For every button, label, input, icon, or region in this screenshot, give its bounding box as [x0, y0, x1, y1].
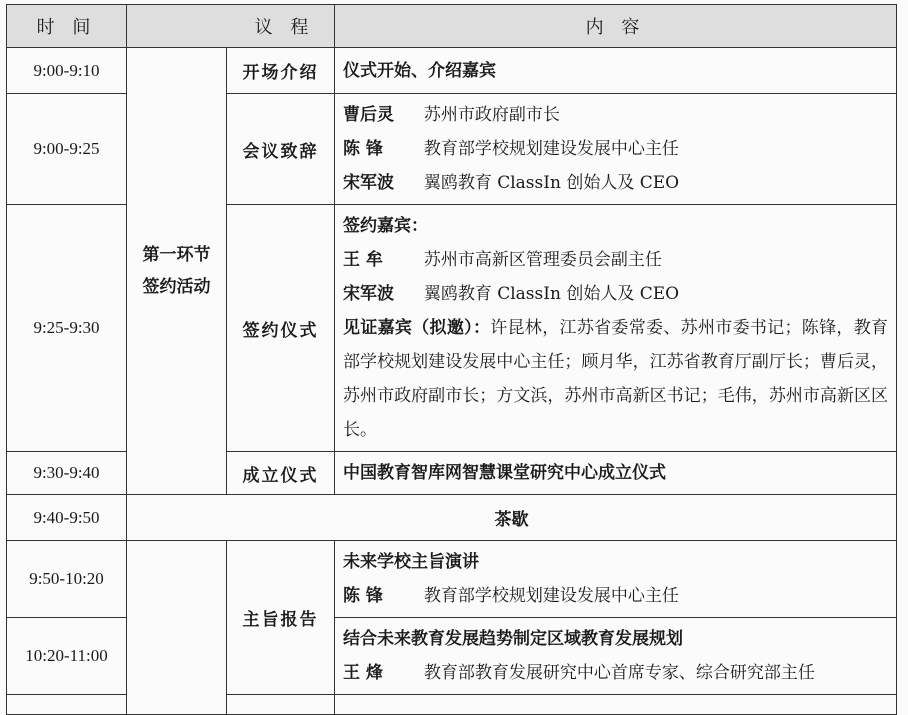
header-content: 内 容 — [335, 5, 897, 48]
stage-line-2: 签约活动 — [142, 277, 211, 297]
content-cell — [335, 94, 897, 205]
schedule-table — [6, 4, 897, 715]
time-cell: 9:30-9:40 — [7, 452, 127, 495]
time-cell: 9:40-9:50 — [7, 495, 127, 541]
speaker-role: 教育部教育发展研究中心首席专家、综合研究部主任 — [423, 663, 815, 683]
stage-cell-empty — [127, 541, 227, 715]
speaker-name: 曹后灵 — [343, 105, 395, 125]
content-cell — [335, 205, 897, 452]
time-cell: 9:00-9:10 — [7, 48, 127, 94]
signer-name: 王 牟 — [343, 250, 383, 270]
speaker-line — [343, 166, 888, 200]
header-time: 时 间 — [7, 5, 127, 48]
witness-text: 许昆林，江苏省委常委、苏州市委书记；陈锋，教育部学校规划建设发展中心主任；顾月华，江苏省教育厅副厅长；曹后灵，苏州市政府副市长；方文浜，苏州市高新区书记；毛伟，苏州市高新区区长。 — [343, 318, 889, 440]
agenda-cell-empty — [227, 695, 335, 715]
speaker-role: 教育部学校规划建设发展中心主任 — [423, 139, 679, 159]
speaker-name: 陈 锋 — [343, 586, 383, 606]
witness-label: 见证嘉宾（拟邀）： — [343, 318, 491, 338]
talk-title: 未来学校主旨演讲 — [343, 552, 480, 572]
header-agenda-label: 议 程 — [254, 17, 315, 38]
time-cell-empty — [7, 695, 127, 715]
agenda-cell: 成立仪式 — [227, 452, 335, 495]
time-cell: 9:50-10:20 — [7, 541, 127, 618]
content-cell — [335, 541, 897, 618]
table-row — [7, 48, 897, 94]
table-row — [7, 495, 897, 541]
header-agenda — [127, 5, 335, 48]
speaker-line — [343, 579, 888, 613]
agenda-cell: 开场介绍 — [227, 48, 335, 94]
speaker-name: 王 烽 — [343, 663, 383, 683]
stage-cell — [127, 48, 227, 495]
speaker-role: 苏州市政府副市长 — [423, 105, 560, 125]
speaker-role: 教育部学校规划建设发展中心主任 — [423, 586, 679, 606]
agenda-cell: 签约仪式 — [227, 205, 335, 452]
table-row — [7, 541, 897, 618]
talk-title: 结合未来教育发展趋势制定区域教育发展规划 — [343, 629, 684, 649]
content-cell-empty — [335, 695, 897, 715]
signer-line — [343, 243, 888, 277]
speaker-line — [343, 98, 888, 132]
content-cell — [335, 618, 897, 695]
content-cell: 仪式开始、介绍嘉宾 — [335, 48, 897, 94]
speaker-role: 翼鸥教育 ClassIn 创始人及 CEO — [423, 173, 680, 193]
signer-role: 翼鸥教育 ClassIn 创始人及 CEO — [423, 284, 680, 304]
signing-title: 签约嘉宾： — [343, 216, 429, 236]
content-cell: 中国教育智库网智慧课堂研究中心成立仪式 — [335, 452, 897, 495]
time-cell: 10:20-11:00 — [7, 618, 127, 695]
table-header-row — [7, 5, 897, 48]
agenda-cell: 会议致辞 — [227, 94, 335, 205]
time-cell: 9:25-9:30 — [7, 205, 127, 452]
speaker-name: 宋军波 — [343, 173, 395, 193]
speaker-name: 陈 锋 — [343, 139, 383, 159]
signer-line — [343, 277, 888, 311]
break-cell: 茶歇 — [127, 495, 897, 541]
signer-role: 苏州市高新区管理委员会副主任 — [423, 250, 662, 270]
time-cell: 9:00-9:25 — [7, 94, 127, 205]
agenda-cell: 主旨报告 — [227, 541, 335, 695]
signer-name: 宋军波 — [343, 284, 395, 304]
witness-paragraph — [343, 311, 888, 447]
stage-line-1: 第一环节 — [142, 245, 211, 265]
speaker-line — [343, 656, 888, 690]
speaker-line — [343, 132, 888, 166]
